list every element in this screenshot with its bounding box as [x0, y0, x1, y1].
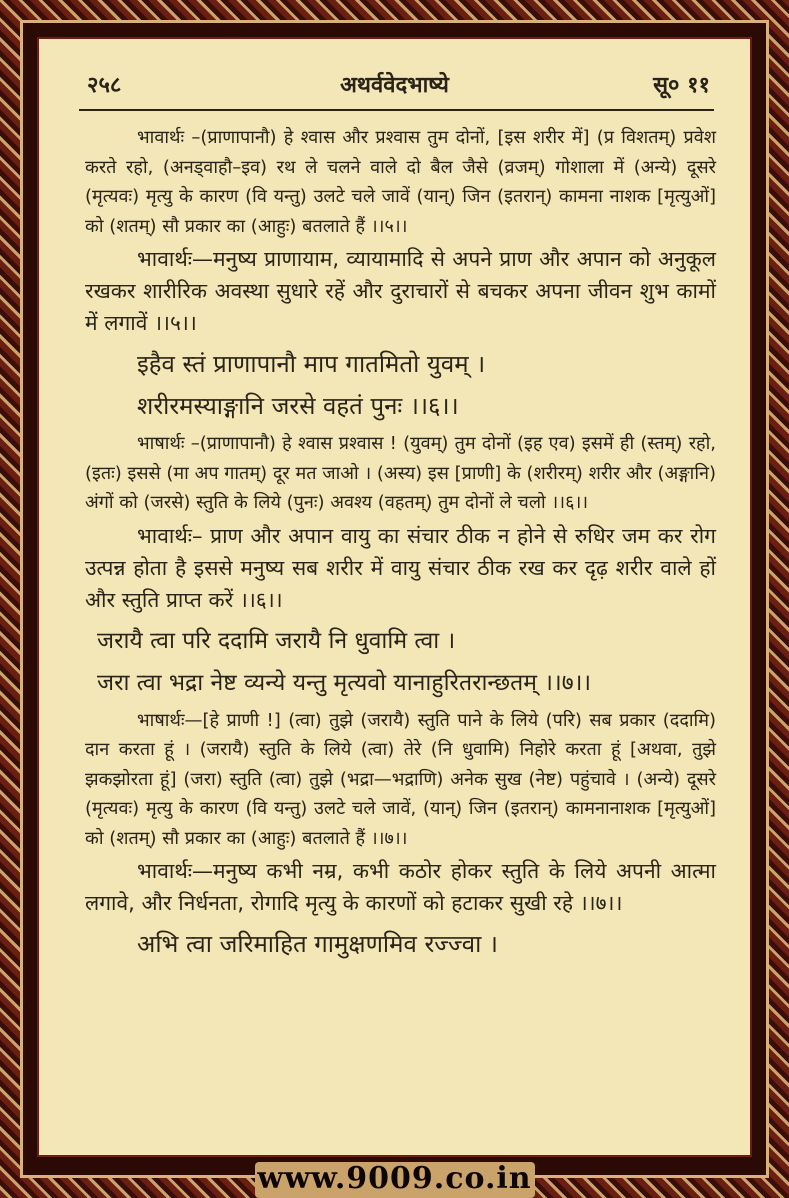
verse-7-line-2: जरा त्वा भद्रा नेष्ट व्यन्ये यन्तु मृत्यवो यानाहुरितरान्छतम् ।।७।। — [97, 669, 592, 696]
commentary-paragraph-3: भाषार्थः—[हे प्राणी !] (त्वा) तुझे (जरायै) स्तुति पाने के लिये (परि) सब प्रकार (ददामि) दान करता हूं । (जरायै) स्तुति के लिये (त्वा) तेरे (नि धुवामि) निहोरे करता हूं [अथवा, तुझे झकझोरता हूं] (जरा) स्तुति (त्वा) तुझे (भद्रा—भद्राणि) अनेक सुख (नेष्ट) पहुंचावे । (अन्ये) दूसरे (मृत्यवः) मृत्यु के कारण (वि यन्तु) उलटे चले जावें, (यान्) जिन (इतरान्) कामनानाशक [मृत्युओं] को (शतम्) सौ प्रकार का (आहुः) बतलाते हैं ।।७।। — [85, 709, 716, 849]
page-header — [39, 69, 750, 103]
page-body — [85, 123, 716, 967]
meaning-paragraph-2: भावार्थः– प्राण और अपान वायु का संचार ठीक न होने से रुधिर जम कर रोग उत्पन्न होता है इससे मनुष्य सब शरीर में वायु संचार ठीक रख कर दृढ़ शरीर वाले हों और स्तुति प्राप्त करें ।।६।। — [85, 523, 716, 612]
sukta-number: सू० ११ — [653, 73, 710, 98]
website-url[interactable]: www.9009.co.in — [257, 1161, 532, 1196]
meaning-paragraph-3: भावार्थः—मनुष्य कभी नम्र, कभी कठोर होकर स्तुति के लिये अपनी आत्मा लगावे, और निर्धनता, रोगादि मृत्यु के कारणों को हटाकर सुखी रहे ।।७।। — [85, 859, 716, 915]
verse-6-line-2: शरीरमस्याङ्गानि जरसे वहतं पुनः ।।६।। — [137, 392, 459, 420]
commentary-paragraph-2: भाषार्थः –(प्राणापानौ) हे श्वास प्रश्वास ! (युवम्) तुम दोनों (इह एव) इसमें ही (स्तम्) रहो, (इतः) इससे (मा अप गातम्) दूर मत जाओ । (अस्य) इस [प्राणी] के (शरीरम्) शरीर और (अङ्गानि) अंगों को (जरसे) स्तुति के लिये (पुनः) अवश्य (वहतम्) तुम दोनों ले चलो ।।६।। — [85, 433, 716, 513]
meaning-paragraph-1: भावार्थः—मनुष्य प्राणायाम, व्यायामादि से अपने प्राण और अपान को अनुकूल रखकर शारीरिक अवस्था सुधारे रहें और दुराचारों से बचकर अपना जीवन शुभ कामों में लगावें ।।५।। — [85, 247, 716, 335]
header-rule — [79, 109, 714, 111]
book-title: अथर्ववेदभाष्ये — [340, 73, 449, 98]
commentary-paragraph-1: भावार्थः –(प्राणापानौ) हे श्वास और प्रश्वास तुम दोनों, [इस शरीर में] (प्र विशतम्) प्रवेश करते रहो, (अनड्वाहौ–इव) रथ ले चलने वाले दो बैल जैसे (व्रजम्) गोशाला में (अन्ये) दूसरे (मृत्यवः) मृत्यु के कारण (वि यन्तु) उलटे चले जावें (यान्) जिन (इतरान्) कामना नाशक [मृत्युओं] को (शतम्) सौ प्रकार का (आहुः) बतलाते हैं ।।५।। — [85, 127, 716, 237]
verse-7-line-1: जरायै त्वा परि ददामि जरायै नि धुवामि त्वा । — [97, 627, 456, 654]
scanned-page — [37, 37, 752, 1157]
footer — [0, 1157, 789, 1198]
verse-8-line-1: अभि त्वा जरिमाहित गामुक्षणमिव रज्ज्वा । — [137, 930, 499, 958]
page-number: २५८ — [87, 73, 122, 98]
verse-6-line-1: इहैव स्तं प्राणापानौ माप गातमितो युवम् । — [137, 350, 486, 378]
